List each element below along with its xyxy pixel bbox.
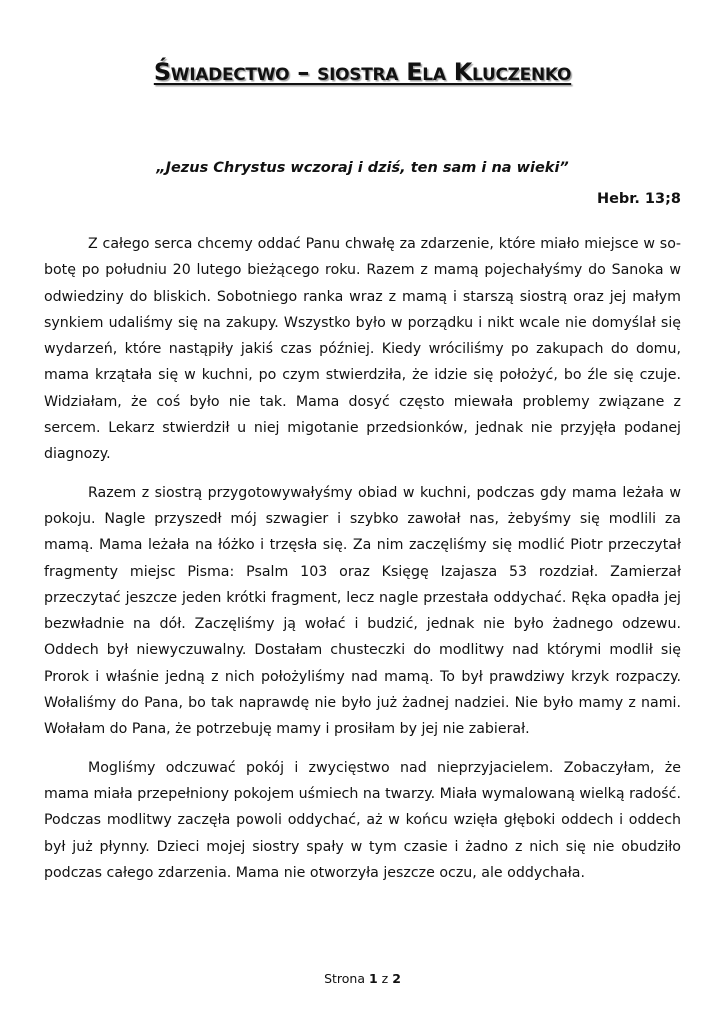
page-title: Świadectwo – siostra Ela Kluczenko	[153, 58, 572, 86]
footer-label: Strona	[324, 971, 365, 986]
paragraph-3: Mogliśmy odczuwać pokój i zwycięstwo nad nieprzyjacielem. Zobaczyłam, że mama miała przepełniony pokojem uśmiech na twarzy. Miała wymalowaną wielką radość. Podczas modlitwy zaczęła powoli oddychać, aż w końcu wzięła głęboki oddech i oddech był już płynny. Dzieci mojej siostry spały w tym czasie i żadno z nich się nie obudziło podczas całego zdarzenia. Mama nie otworzyła jeszcze oczu, ale oddychała.	[44, 759, 681, 881]
testimony-body	[44, 231, 681, 898]
page-footer	[0, 971, 725, 986]
footer-separator: z	[381, 971, 389, 986]
paragraph-2: Razem z siostrą przygotowywałyśmy obiad w kuchni, podczas gdy mama leżała w pokoju. Nagle przyszedł mój szwagier i szybko zawołał nas, żebyśmy się modlili za mamą. Mama leżała na łóżko i trzęsła się. Za nim zaczęliśmy się modlić Piotr przeczytał fragmenty miejsc Pisma: Psalm 103 oraz Księgę Izajasza 53 rozdział. Zamierzał przeczytać jeszcze jeden krótki fragment, lecz nagle przestała oddychać. Ręka opadła jej bezwładnie na dół. Zaczęliśmy ją wołać i budzić, jednak nie było żadnego odzewu. Oddech był niewyczuwalny. Dostałam chusteczki do modlitwy nad którymi modlił się Prorok i właśnie jedną z nich położyliśmy nad mamą. To był prawdziwy krzyk rozpaczy. Wołaliśmy do Pana, bo tak naprawdę nie było już żadnej nadziei. Nie było mamy z nami. Wołałam do Pana, że potrzebuję mamy i prosiłam by jej nie zabierał.	[44, 484, 681, 738]
footer-current-page: 1	[368, 971, 378, 986]
footer-total-pages: 2	[392, 971, 401, 986]
paragraph-1: Z całego serca chcemy oddać Panu chwałę za zdarzenie, które miało miejsce w sobotę po południu 20 lutego bieżącego roku. Razem z mamą pojechałyśmy do Sanoka w odwiedziny do bliskich. Sobotniego ranka wraz z mamą i starszą siostrą oraz jej małym synkiem udaliśmy się na zakupy. Wszystko było w porządku i nikt wcale nie domyślał się wydarzeń, które nastąpiły jakiś czas później. Kiedy wróciliśmy po zakupach do domu, mama krzątała się w kuchni, po czym stwierdziła, że idzie się położyć, bo źle się czuje. Widziałam, że coś było nie tak. Mama dosyć często miewała problemy związane z sercem. Lekarz stwierdził u niej migotanie przedsionków, jednak nie przyjęła podanej diagnozy.	[44, 236, 681, 463]
bible-reference: Hebr. 13;8	[596, 191, 681, 207]
bible-quote: „Jezus Chrystus wczoraj i dziś, ten sam i na wieki”	[156, 160, 569, 176]
